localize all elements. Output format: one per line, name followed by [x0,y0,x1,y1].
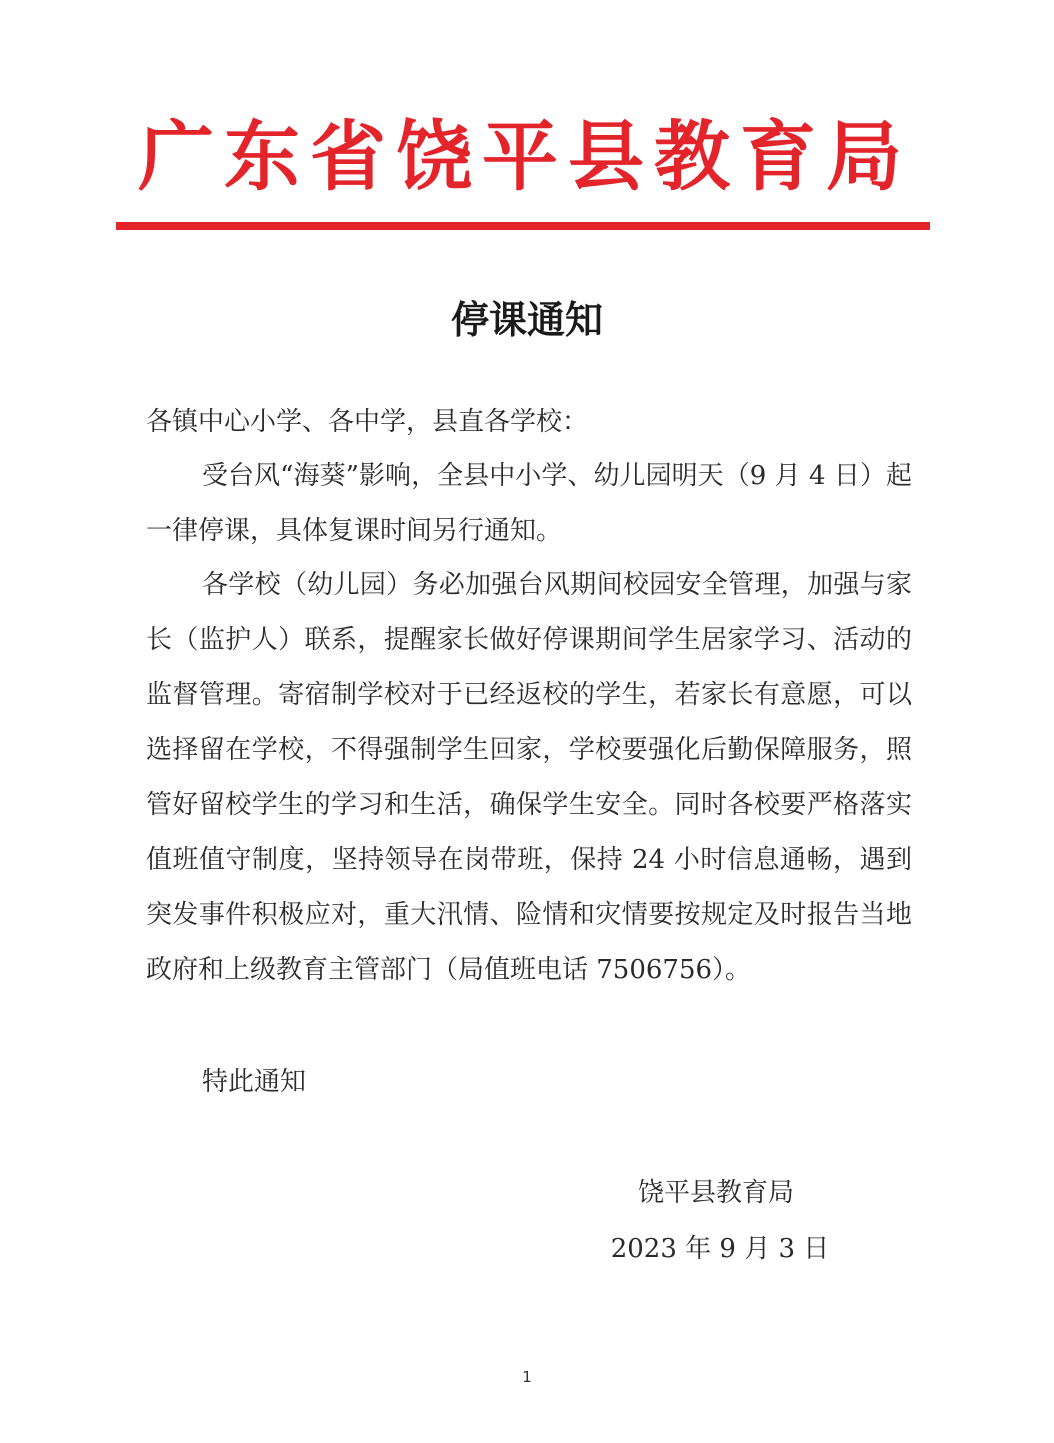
letterhead-red-rule [116,222,930,230]
notice-title: 停课通知 [450,298,603,342]
letterhead-title: 广东省饶平县教育局 [138,112,912,201]
page-number: 1 [522,1368,532,1386]
notice-paragraph-1: 受台风“海葵”影响，全县中小学、幼儿园明天（9 月 4 日）起一律停课，具体复课时间另行通知。 [146,461,912,546]
signature-organization: 饶平县教育局 [637,1178,794,1208]
notice-salutation: 各镇中心小学、各中学，县直各学校： [146,407,589,437]
signature-date: 2023 年 9 月 3 日 [610,1234,830,1264]
notice-paragraph-2: 各学校（幼儿园）务必加强台风期间校园安全管理，加强与家长（监护人）联系，提醒家长做好停课期间学生居家学习、活动的监督管理。寄宿制学校对于已经返校的学生，若家长有意愿，可以选择留在学校，不得强制学生回家，学校要强化后勤保障服务，照管好留校学生的学习和生活，确保学生安全。同时各校要严格落实值班值守制度，坚持领导在岗带班，保持 24 小时信息通畅，遇到突发事件积极应对，重大汛情、险情和灾情要按规定及时报告当地政府和上级教育主管部门（局值班电话 7506756）。 [146,570,912,985]
notice-closing: 特此通知 [202,1067,307,1097]
